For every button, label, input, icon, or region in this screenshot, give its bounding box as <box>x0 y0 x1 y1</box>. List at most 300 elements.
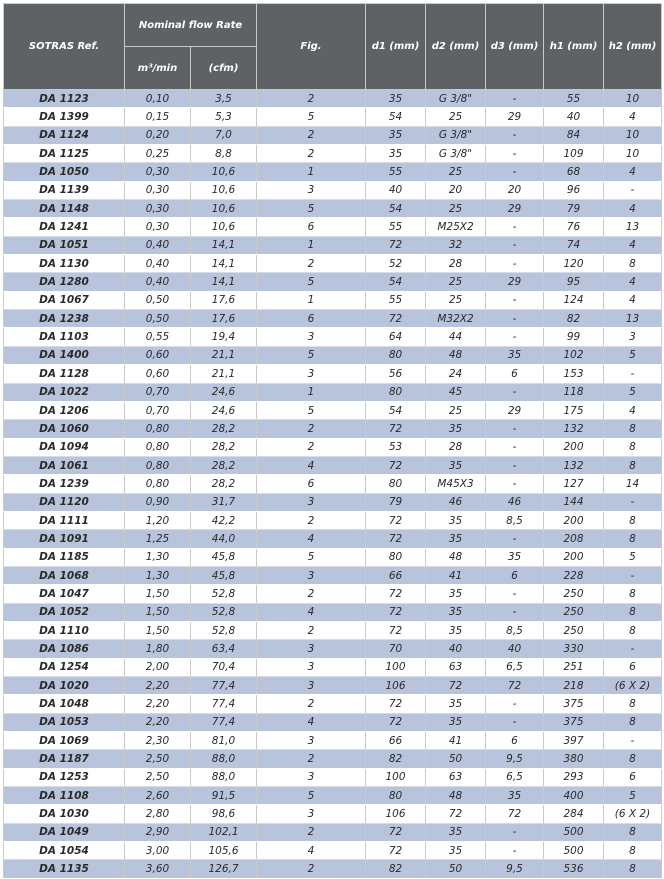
cell-d2: 25 <box>426 401 486 419</box>
cell-d2: G 3/8" <box>426 126 486 144</box>
header-fig: Fig. <box>257 4 366 90</box>
cell-fig: 3 <box>257 805 366 823</box>
cell-d2: M32X2 <box>426 310 486 328</box>
cell-d2: 28 <box>426 438 486 456</box>
cell-cfm: 24,6 <box>191 401 257 419</box>
cell-h2: 4 <box>604 200 662 218</box>
cell-d3: - <box>486 456 544 474</box>
cell-cfm: 19,4 <box>191 328 257 346</box>
cell-m3: 1,20 <box>125 511 191 529</box>
cell-fig: 3 <box>257 640 366 658</box>
cell-h1: 380 <box>544 750 604 768</box>
cell-ref: DA 1125 <box>4 145 125 163</box>
cell-m3: 1,30 <box>125 548 191 566</box>
cell-m3: 0,80 <box>125 475 191 493</box>
cell-ref: DA 1094 <box>4 438 125 456</box>
cell-m3: 0,80 <box>125 438 191 456</box>
table-row <box>4 530 662 548</box>
cell-m3: 0,60 <box>125 365 191 383</box>
cell-d2: 24 <box>426 365 486 383</box>
cell-ref: DA 1060 <box>4 420 125 438</box>
cell-h1: 40 <box>544 108 604 126</box>
cell-h2: - <box>604 640 662 658</box>
cell-h1: 124 <box>544 291 604 309</box>
cell-h2: 8 <box>604 860 662 878</box>
table-row <box>4 236 662 254</box>
cell-ref: DA 1185 <box>4 548 125 566</box>
cell-d3: 6,5 <box>486 768 544 786</box>
cell-fig: 4 <box>257 713 366 731</box>
cell-d3: - <box>486 163 544 181</box>
cell-h2: 4 <box>604 273 662 291</box>
cell-d1: 54 <box>366 108 426 126</box>
cell-d2: 50 <box>426 860 486 878</box>
cell-d2: 63 <box>426 658 486 676</box>
cell-ref: DA 1047 <box>4 585 125 603</box>
cell-d2: 48 <box>426 787 486 805</box>
cell-d2: 28 <box>426 255 486 273</box>
table-row <box>4 163 662 181</box>
cell-cfm: 31,7 <box>191 493 257 511</box>
cell-fig: 2 <box>257 585 366 603</box>
cell-d3: 9,5 <box>486 860 544 878</box>
table-row <box>4 603 662 621</box>
cell-fig: 2 <box>257 823 366 841</box>
cell-h2: 8 <box>604 511 662 529</box>
table-row <box>4 713 662 731</box>
cell-d3: - <box>486 420 544 438</box>
table-row <box>4 511 662 529</box>
cell-m3: 1,30 <box>125 566 191 584</box>
cell-h1: 144 <box>544 493 604 511</box>
cell-fig: 2 <box>257 90 366 108</box>
cell-cfm: 10,6 <box>191 181 257 199</box>
cell-ref: DA 1030 <box>4 805 125 823</box>
cell-fig: 6 <box>257 310 366 328</box>
cell-h1: 118 <box>544 383 604 401</box>
cell-d3: - <box>486 695 544 713</box>
cell-d3: - <box>486 823 544 841</box>
cell-h2: 8 <box>604 420 662 438</box>
cell-h2: - <box>604 181 662 199</box>
cell-d3: 29 <box>486 273 544 291</box>
cell-d2: 35 <box>426 823 486 841</box>
cell-fig: 1 <box>257 163 366 181</box>
cell-h1: 200 <box>544 511 604 529</box>
cell-h2: 4 <box>604 401 662 419</box>
cell-h2: 8 <box>604 438 662 456</box>
table-row <box>4 291 662 309</box>
cell-m3: 2,30 <box>125 732 191 750</box>
cell-d1: 82 <box>366 750 426 768</box>
table-row <box>4 548 662 566</box>
cell-m3: 0,70 <box>125 383 191 401</box>
cell-d3: - <box>486 603 544 621</box>
table-row <box>4 456 662 474</box>
cell-ref: DA 1148 <box>4 200 125 218</box>
cell-d3: 6,5 <box>486 658 544 676</box>
table-row <box>4 805 662 823</box>
cell-ref: DA 1139 <box>4 181 125 199</box>
table-row <box>4 273 662 291</box>
cell-h2: 4 <box>604 163 662 181</box>
cell-d2: M25X2 <box>426 218 486 236</box>
cell-cfm: 52,8 <box>191 585 257 603</box>
cell-ref: DA 1103 <box>4 328 125 346</box>
cell-fig: 5 <box>257 346 366 364</box>
cell-d2: 72 <box>426 677 486 695</box>
cell-ref: DA 1206 <box>4 401 125 419</box>
cell-ref: DA 1108 <box>4 787 125 805</box>
cell-fig: 1 <box>257 236 366 254</box>
cell-d1: 106 <box>366 677 426 695</box>
cell-cfm: 21,1 <box>191 365 257 383</box>
cell-cfm: 21,1 <box>191 346 257 364</box>
cell-d3: - <box>486 713 544 731</box>
header-h2: h2 (mm) <box>604 4 662 90</box>
cell-ref: DA 1238 <box>4 310 125 328</box>
header-m3: m³/min <box>125 47 191 90</box>
cell-d3: 6 <box>486 732 544 750</box>
cell-d1: 80 <box>366 475 426 493</box>
cell-h1: 500 <box>544 842 604 860</box>
cell-ref: DA 1128 <box>4 365 125 383</box>
table-row <box>4 438 662 456</box>
cell-d2: 25 <box>426 108 486 126</box>
cell-ref: DA 1130 <box>4 255 125 273</box>
cell-ref: DA 1123 <box>4 90 125 108</box>
cell-m3: 1,50 <box>125 621 191 639</box>
cell-h2: 13 <box>604 218 662 236</box>
cell-d2: 45 <box>426 383 486 401</box>
cell-d1: 55 <box>366 218 426 236</box>
cell-m3: 0,30 <box>125 218 191 236</box>
cell-cfm: 81,0 <box>191 732 257 750</box>
cell-m3: 0,50 <box>125 310 191 328</box>
cell-d2: 48 <box>426 548 486 566</box>
cell-m3: 3,60 <box>125 860 191 878</box>
cell-m3: 2,20 <box>125 677 191 695</box>
cell-h1: 82 <box>544 310 604 328</box>
cell-d1: 72 <box>366 603 426 621</box>
cell-d1: 66 <box>366 732 426 750</box>
cell-h1: 55 <box>544 90 604 108</box>
cell-cfm: 98,6 <box>191 805 257 823</box>
cell-cfm: 10,6 <box>191 218 257 236</box>
cell-fig: 3 <box>257 566 366 584</box>
cell-h1: 250 <box>544 621 604 639</box>
cell-d2: 25 <box>426 200 486 218</box>
cell-d1: 72 <box>366 695 426 713</box>
cell-ref: DA 1053 <box>4 713 125 731</box>
cell-d1: 80 <box>366 383 426 401</box>
table-row <box>4 621 662 639</box>
cell-m3: 0,10 <box>125 90 191 108</box>
table-row <box>4 768 662 786</box>
cell-d1: 100 <box>366 768 426 786</box>
cell-fig: 2 <box>257 860 366 878</box>
header-ref: SOTRAS Ref. <box>4 4 125 90</box>
cell-fig: 2 <box>257 621 366 639</box>
cell-d1: 80 <box>366 346 426 364</box>
cell-m3: 1,50 <box>125 603 191 621</box>
cell-d2: 35 <box>426 842 486 860</box>
cell-d1: 72 <box>366 842 426 860</box>
cell-ref: DA 1254 <box>4 658 125 676</box>
table-row <box>4 750 662 768</box>
table-row <box>4 145 662 163</box>
cell-d1: 72 <box>366 713 426 731</box>
cell-h2: 4 <box>604 236 662 254</box>
cell-d3: 35 <box>486 787 544 805</box>
cell-h1: 153 <box>544 365 604 383</box>
cell-ref: DA 1068 <box>4 566 125 584</box>
cell-h2: 8 <box>604 585 662 603</box>
cell-h1: 96 <box>544 181 604 199</box>
cell-d1: 72 <box>366 621 426 639</box>
cell-h1: 74 <box>544 236 604 254</box>
cell-fig: 4 <box>257 603 366 621</box>
cell-cfm: 88,0 <box>191 768 257 786</box>
cell-cfm: 45,8 <box>191 548 257 566</box>
cell-d1: 66 <box>366 566 426 584</box>
cell-cfm: 14,1 <box>191 255 257 273</box>
cell-d3: 35 <box>486 548 544 566</box>
table-row <box>4 181 662 199</box>
cell-d3: - <box>486 328 544 346</box>
cell-ref: DA 1124 <box>4 126 125 144</box>
cell-h1: 79 <box>544 200 604 218</box>
cell-d3: - <box>486 145 544 163</box>
cell-cfm: 126,7 <box>191 860 257 878</box>
table-row <box>4 420 662 438</box>
cell-fig: 5 <box>257 273 366 291</box>
cell-h1: 200 <box>544 548 604 566</box>
table-row <box>4 126 662 144</box>
table-row <box>4 346 662 364</box>
cell-d1: 106 <box>366 805 426 823</box>
cell-d3: 35 <box>486 346 544 364</box>
header-d1: d1 (mm) <box>366 4 426 90</box>
cell-cfm: 28,2 <box>191 438 257 456</box>
cell-m3: 2,20 <box>125 713 191 731</box>
cell-ref: DA 1135 <box>4 860 125 878</box>
cell-h1: 218 <box>544 677 604 695</box>
cell-fig: 3 <box>257 677 366 695</box>
cell-d1: 82 <box>366 860 426 878</box>
cell-d2: G 3/8" <box>426 90 486 108</box>
cell-cfm: 14,1 <box>191 236 257 254</box>
cell-ref: DA 1069 <box>4 732 125 750</box>
cell-fig: 2 <box>257 750 366 768</box>
cell-cfm: 17,6 <box>191 310 257 328</box>
cell-m3: 2,90 <box>125 823 191 841</box>
cell-h2: 10 <box>604 90 662 108</box>
cell-d3: 6 <box>486 365 544 383</box>
cell-cfm: 77,4 <box>191 677 257 695</box>
cell-d2: 35 <box>426 603 486 621</box>
cell-d1: 35 <box>366 126 426 144</box>
table-row <box>4 475 662 493</box>
cell-d3: - <box>486 90 544 108</box>
cell-d3: - <box>486 842 544 860</box>
cell-d1: 35 <box>366 90 426 108</box>
cell-d3: - <box>486 291 544 309</box>
cell-h2: 5 <box>604 383 662 401</box>
cell-ref: DA 1187 <box>4 750 125 768</box>
cell-d3: - <box>486 475 544 493</box>
cell-h1: 250 <box>544 585 604 603</box>
table-row <box>4 860 662 878</box>
cell-d1: 72 <box>366 530 426 548</box>
cell-m3: 2,50 <box>125 750 191 768</box>
cell-cfm: 3,5 <box>191 90 257 108</box>
cell-d1: 100 <box>366 658 426 676</box>
cell-h1: 109 <box>544 145 604 163</box>
table-row <box>4 585 662 603</box>
cell-d3: 29 <box>486 401 544 419</box>
cell-cfm: 28,2 <box>191 420 257 438</box>
cell-d2: 35 <box>426 511 486 529</box>
cell-h2: (6 X 2) <box>604 805 662 823</box>
cell-d3: 72 <box>486 805 544 823</box>
cell-fig: 1 <box>257 291 366 309</box>
cell-m3: 2,60 <box>125 787 191 805</box>
cell-fig: 4 <box>257 842 366 860</box>
cell-h1: 68 <box>544 163 604 181</box>
cell-h1: 120 <box>544 255 604 273</box>
cell-fig: 5 <box>257 200 366 218</box>
cell-h1: 536 <box>544 860 604 878</box>
cell-fig: 5 <box>257 108 366 126</box>
cell-ref: DA 1049 <box>4 823 125 841</box>
cell-d1: 56 <box>366 365 426 383</box>
cell-ref: DA 1280 <box>4 273 125 291</box>
cell-m3: 2,50 <box>125 768 191 786</box>
cell-h2: 14 <box>604 475 662 493</box>
cell-h1: 400 <box>544 787 604 805</box>
cell-fig: 2 <box>257 511 366 529</box>
cell-d1: 54 <box>366 273 426 291</box>
cell-d2: 35 <box>426 456 486 474</box>
cell-h2: (6 X 2) <box>604 677 662 695</box>
cell-h2: 6 <box>604 658 662 676</box>
cell-d1: 35 <box>366 145 426 163</box>
cell-m3: 1,25 <box>125 530 191 548</box>
cell-h1: 200 <box>544 438 604 456</box>
cell-h1: 95 <box>544 273 604 291</box>
cell-m3: 0,70 <box>125 401 191 419</box>
cell-cfm: 45,8 <box>191 566 257 584</box>
table-row <box>4 218 662 236</box>
cell-ref: DA 1086 <box>4 640 125 658</box>
cell-fig: 3 <box>257 768 366 786</box>
cell-h1: 500 <box>544 823 604 841</box>
cell-fig: 3 <box>257 181 366 199</box>
cell-d1: 64 <box>366 328 426 346</box>
cell-ref: DA 1110 <box>4 621 125 639</box>
cell-d3: - <box>486 383 544 401</box>
cell-m3: 0,30 <box>125 163 191 181</box>
cell-cfm: 52,8 <box>191 603 257 621</box>
cell-cfm: 24,6 <box>191 383 257 401</box>
cell-cfm: 5,3 <box>191 108 257 126</box>
cell-d3: 72 <box>486 677 544 695</box>
cell-d2: 32 <box>426 236 486 254</box>
cell-h2: - <box>604 566 662 584</box>
table-row <box>4 823 662 841</box>
cell-fig: 2 <box>257 126 366 144</box>
cell-cfm: 17,6 <box>191 291 257 309</box>
cell-d2: 35 <box>426 585 486 603</box>
flow-rate-table <box>3 3 662 879</box>
cell-h1: 175 <box>544 401 604 419</box>
cell-cfm: 7,0 <box>191 126 257 144</box>
cell-h2: 6 <box>604 768 662 786</box>
cell-m3: 0,80 <box>125 456 191 474</box>
table-row <box>4 658 662 676</box>
cell-ref: DA 1051 <box>4 236 125 254</box>
cell-h2: - <box>604 365 662 383</box>
cell-h2: 8 <box>604 695 662 713</box>
cell-d3: - <box>486 530 544 548</box>
cell-m3: 0,40 <box>125 255 191 273</box>
cell-ref: DA 1253 <box>4 768 125 786</box>
cell-d1: 55 <box>366 291 426 309</box>
cell-d3: 29 <box>486 108 544 126</box>
header-d3: d3 (mm) <box>486 4 544 90</box>
cell-h1: 251 <box>544 658 604 676</box>
cell-d3: 20 <box>486 181 544 199</box>
cell-cfm: 63,4 <box>191 640 257 658</box>
table-row <box>4 401 662 419</box>
cell-fig: 5 <box>257 787 366 805</box>
cell-h2: 5 <box>604 346 662 364</box>
cell-m3: 0,20 <box>125 126 191 144</box>
cell-m3: 1,80 <box>125 640 191 658</box>
table-row <box>4 787 662 805</box>
cell-h1: 76 <box>544 218 604 236</box>
table-row <box>4 677 662 695</box>
cell-fig: 2 <box>257 145 366 163</box>
cell-cfm: 28,2 <box>191 475 257 493</box>
cell-d2: 35 <box>426 713 486 731</box>
cell-m3: 0,30 <box>125 200 191 218</box>
cell-fig: 2 <box>257 255 366 273</box>
cell-d2: 44 <box>426 328 486 346</box>
table-row <box>4 108 662 126</box>
cell-h1: 330 <box>544 640 604 658</box>
cell-d2: G 3/8" <box>426 145 486 163</box>
table-row <box>4 328 662 346</box>
cell-h2: 8 <box>604 621 662 639</box>
cell-ref: DA 1241 <box>4 218 125 236</box>
table-row <box>4 732 662 750</box>
cell-m3: 2,00 <box>125 658 191 676</box>
cell-d3: 6 <box>486 566 544 584</box>
cell-d3: 8,5 <box>486 511 544 529</box>
cell-d3: - <box>486 236 544 254</box>
cell-h2: 3 <box>604 328 662 346</box>
cell-d2: 25 <box>426 273 486 291</box>
cell-h2: 8 <box>604 456 662 474</box>
cell-ref: DA 1022 <box>4 383 125 401</box>
cell-ref: DA 1120 <box>4 493 125 511</box>
cell-h1: 99 <box>544 328 604 346</box>
cell-d3: 9,5 <box>486 750 544 768</box>
cell-cfm: 14,1 <box>191 273 257 291</box>
cell-h1: 132 <box>544 456 604 474</box>
